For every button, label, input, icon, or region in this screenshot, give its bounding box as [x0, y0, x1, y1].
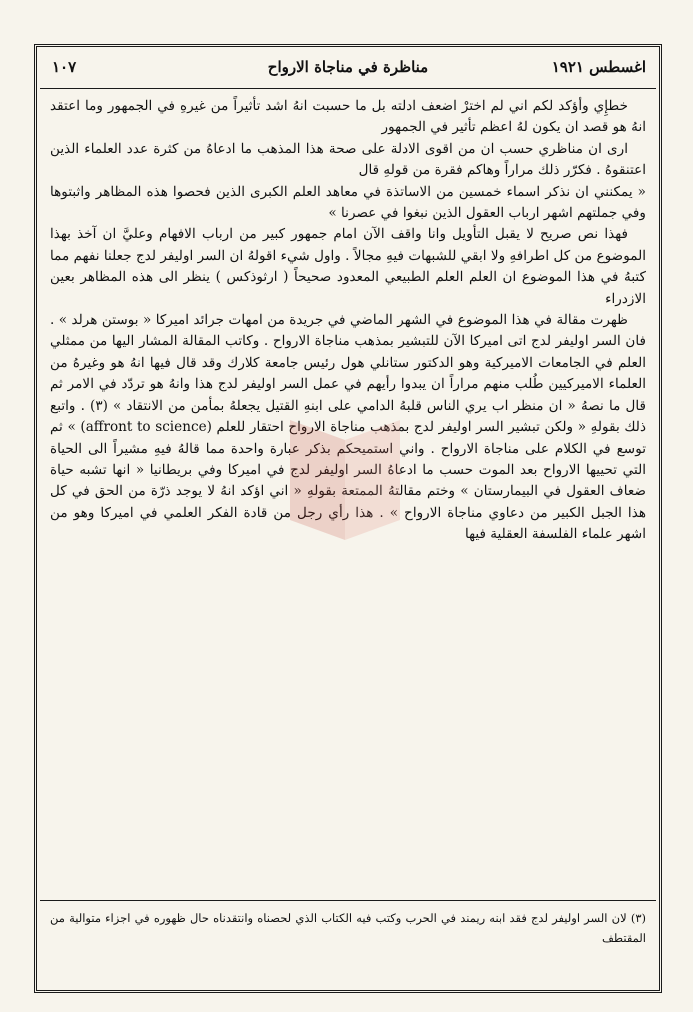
paragraph-quote: « يمكنني ان نذكر اسماء خمسين من الاساتذة في معاهد العلم الكبرى الذين فحصوا هذه المظاهر واثبتوها وفي جملتهم اشهر ارباب العقول الذين نبغوا في عصرنا » — [50, 183, 646, 222]
header-date: اغسطس ١٩٢١ — [551, 58, 646, 76]
article-body — [50, 96, 646, 546]
paragraph: ارى ان مناظري حسب ان من اقوى الادلة على صحة هذا المذهب ما ادعاهُ من كثرة عدد العلماء الذين اعتنقوهُ . فكرّر ذلك مراراً وهاكم فقرة من قولهِ قال — [50, 140, 646, 179]
paragraph: خطإِي وأؤكد لكم اني لم اخترْ اضعف ادلته بل ما حسبت انهُ اشد تأثيراً من غيرهِ في الجمهور وما اعتقد انهُ هو قصد ان يكون لهُ اعظم تأثير في الجمهور — [50, 98, 646, 136]
header-rule — [40, 88, 656, 89]
footnote: (٣) لان السر اوليفر لدج فقد ابنه ريمند في الحرب وكتب فيه الكتاب الذي لحصناه وانتقدناه حال ظهوره في اجزاء متوالية من المقتطف — [50, 911, 646, 945]
paragraph: ظهرت مقالة في هذا الموضوع في الشهر الماضي في جريدة من امهات جرائد اميركا « بوستن هرلد » . فان السر اوليفر لدج اتى اميركا الآن للتبشير بمذهب مناجاة الارواح . وكاتب المقالة المشار اليها من ممثلي العلم في الجامعات الاميركية وهو الدكتور ستانلي هول رئيس جامعة كلارك وقد قال فيها انهُ هو وغيرهُ من العلماء الاميركيين طُلب منهم مراراً ان يبدوا رأيهم في عمل السر اوليفر لدج هذا وانهُ هو تردّد في الامر ثم قال ما نصهُ « ان منظر اب يري الناس قلبهُ الدامي على ابنهِ القتيل يجعلهُ بمأمن من الانتقاد » (٣) . واتبع ذلك بقولهِ « ولكن تبشير السر اوليفر لدج بمذهب مناجاة الارواح احتقار للعلم (affront to science) » ثم توسع في الكلام على مناجاة الارواح . واني استميحكم بذكر عبارة واحدة مما قالهُ فيهِ مشيراً الى الحياة التي تحييها الارواح بعد الموت حسب ما ادعاهُ السر اوليفر لدج في اميركا وفي بريطانيا « انها تشبه حياة ضعاف العقول في البيمارستان » وختم مقالتهُ الممتعة بقولهِ « اني اؤكد انهُ لا يوجد ذرّة من الحق في كل هذا الجبل الكبير من دعاوي مناجاة الارواح » . هذا رأي رجل من قادة الفكر العلمي في اميركا وهو من اشهر علماء الفلسفة العقلية فيها — [50, 312, 647, 543]
running-header — [40, 52, 656, 86]
page-number: ١٠٧ — [52, 58, 77, 76]
paragraph: فهذا نص صريح لا يقبل التأويل وانا واقف الآن امام جمهور كبير من ارباب الافهام وعليَّ ان آخذ بهذا الموضوع من كل اطرافهِ ولا ابقي للشبهات فيهِ مجالاً . واول شيء اقولهُ ان السر اوليفر لدج جعلنا نفهم مما كتبهُ في هذا الموضوع ان العلم العلم الطبيعي المعدود صحيحاً ( ارثوذكس ) ينظر الى هذه المظاهر بعين الازدراء — [50, 226, 646, 307]
footnote-rule — [40, 900, 656, 901]
header-title: مناظرة في مناجاة الارواح — [267, 58, 429, 76]
